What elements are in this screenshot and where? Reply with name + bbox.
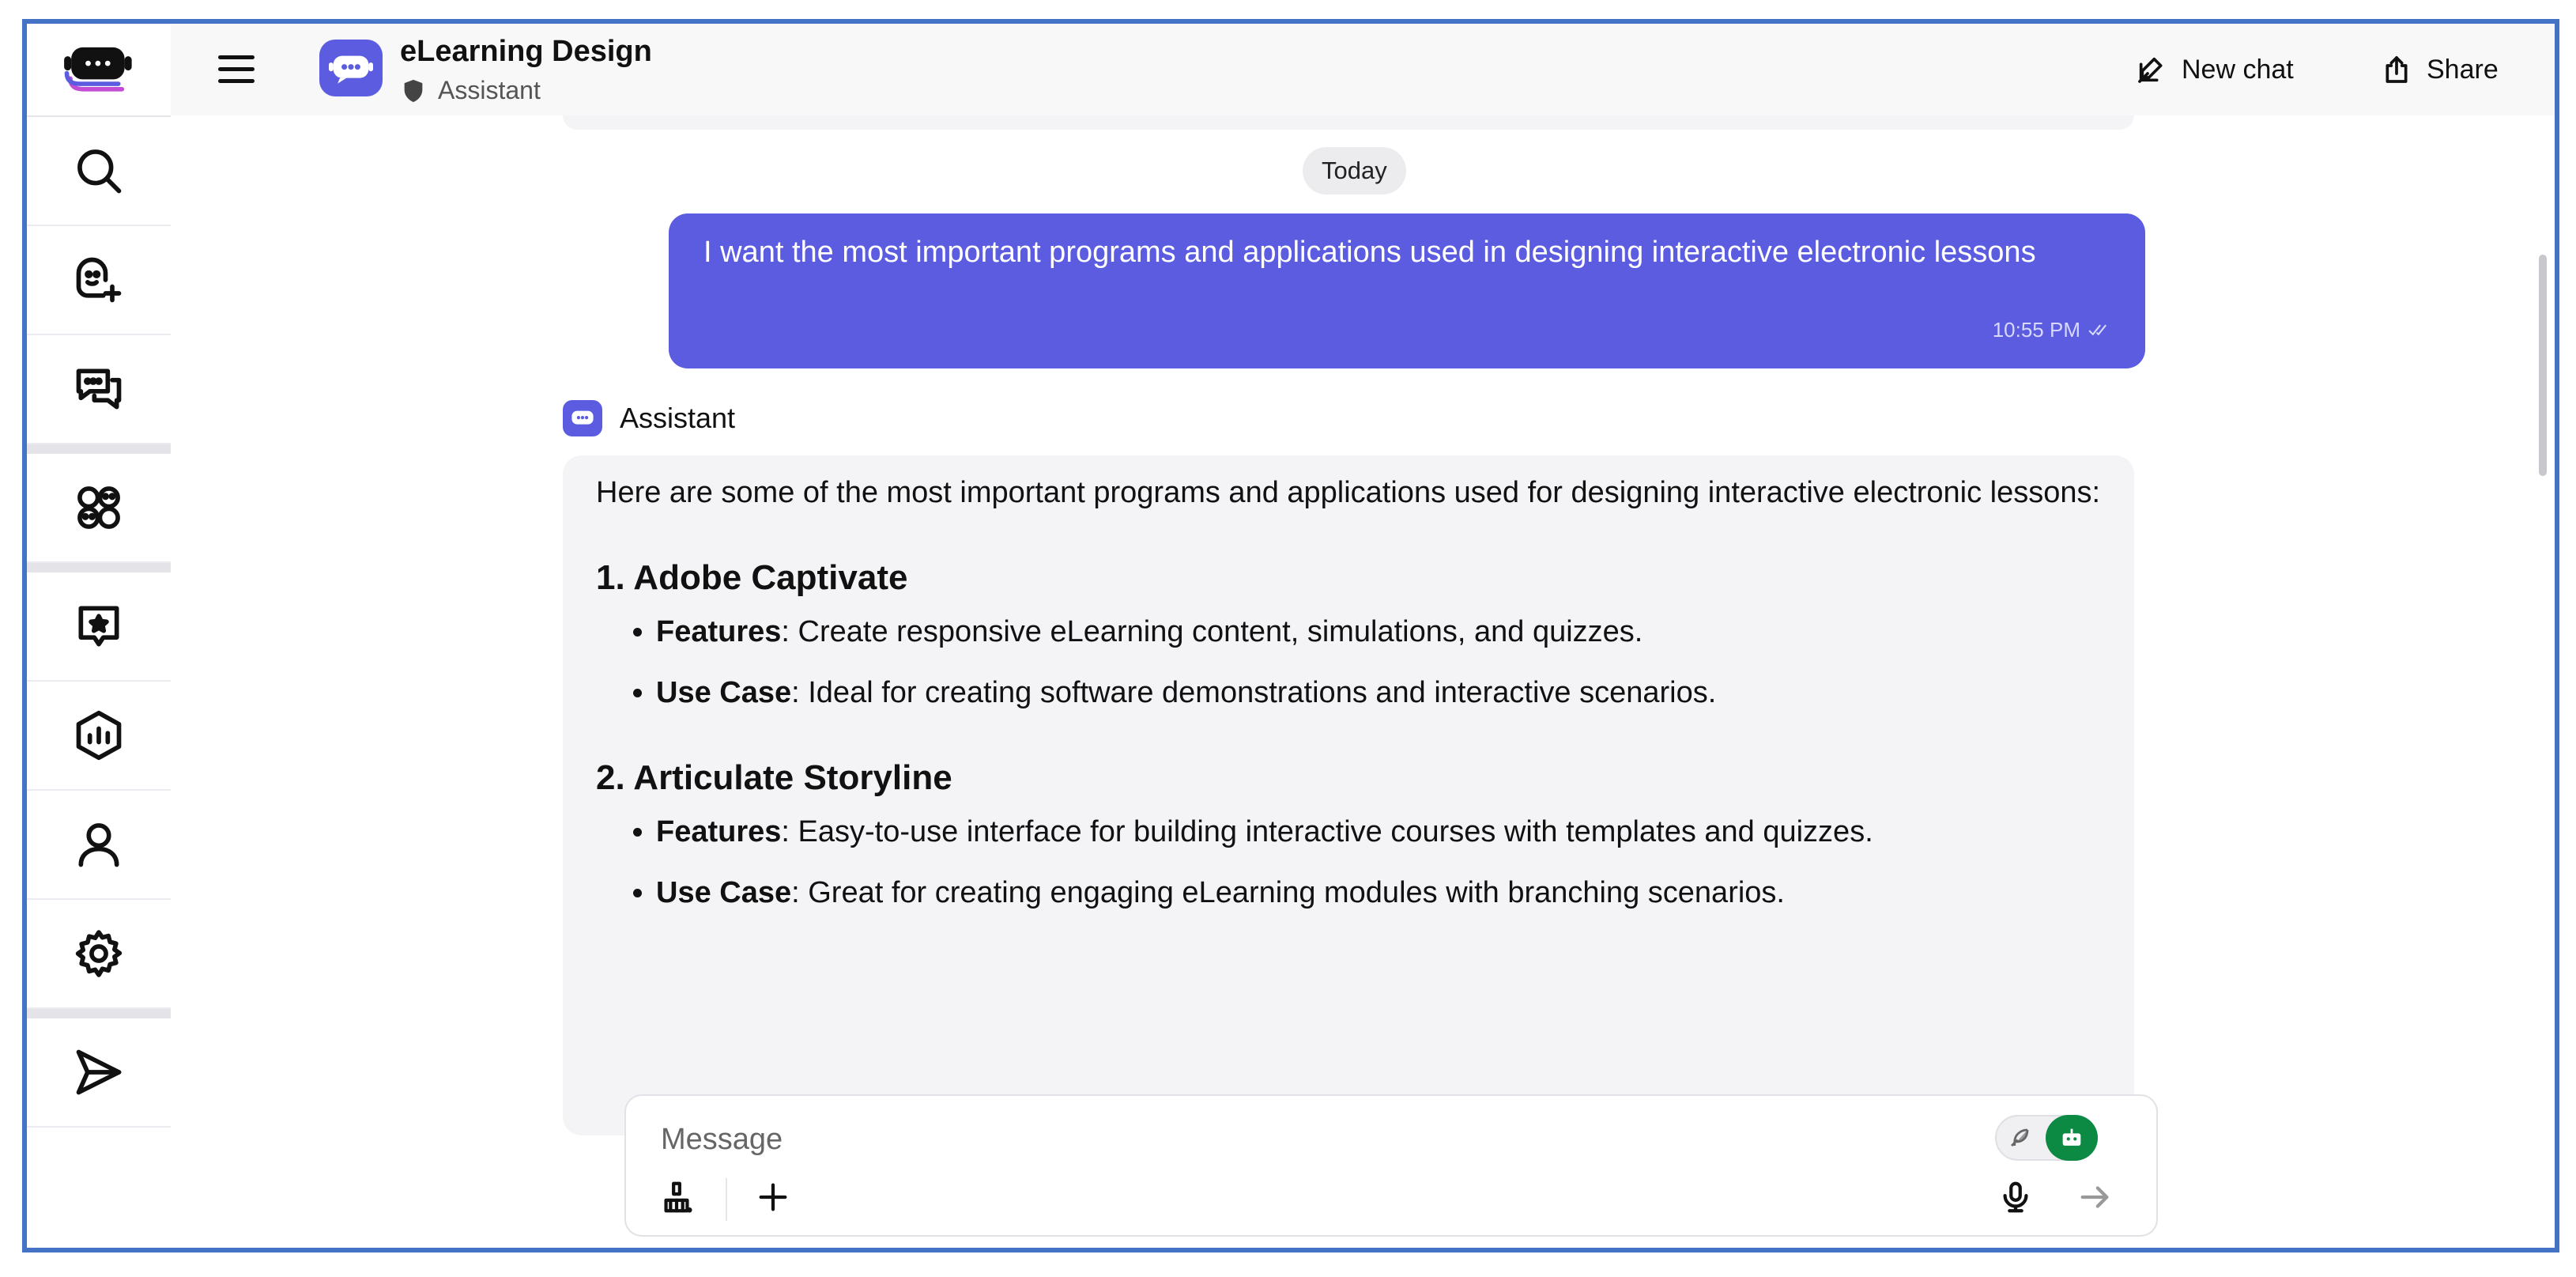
chat-title: eLearning Design bbox=[400, 35, 652, 68]
chat-scroll-area[interactable] bbox=[171, 115, 2555, 1248]
person-icon bbox=[72, 818, 126, 871]
assistant-label bbox=[563, 400, 735, 436]
paper-plane-icon bbox=[72, 1045, 126, 1099]
message-composer bbox=[624, 1094, 2158, 1237]
assistant-add-icon bbox=[72, 253, 126, 307]
broom-icon bbox=[658, 1179, 695, 1215]
composer-divider bbox=[726, 1178, 727, 1221]
apps-icon bbox=[72, 481, 126, 535]
bullet-text: : Create responsive eLearning content, simulations, and quizzes. bbox=[781, 615, 1643, 648]
assistant-avatar[interactable] bbox=[319, 40, 383, 96]
double-check-icon bbox=[2088, 322, 2110, 338]
shield-icon bbox=[400, 77, 427, 104]
assistant-mini-avatar bbox=[563, 400, 602, 436]
chat-subtitle bbox=[400, 76, 541, 105]
bullet-list bbox=[596, 609, 2101, 716]
subtitle-label: Assistant bbox=[438, 76, 541, 104]
gear-icon bbox=[72, 927, 126, 980]
date-divider: Today bbox=[1303, 147, 1406, 195]
rail-separator bbox=[27, 444, 171, 454]
search-icon bbox=[72, 144, 126, 198]
star-message-icon bbox=[72, 599, 126, 653]
bullet-text: : Great for creating engaging eLearning modules with branching scenarios. bbox=[791, 876, 1785, 909]
share-label: Share bbox=[2427, 54, 2499, 85]
rail-profile[interactable] bbox=[27, 791, 171, 900]
list-item bbox=[656, 609, 2101, 655]
app-window bbox=[22, 19, 2559, 1252]
chats-icon bbox=[72, 362, 126, 416]
list-item bbox=[656, 670, 2101, 716]
chat-header bbox=[171, 24, 2555, 117]
message-input[interactable] bbox=[659, 1113, 1943, 1166]
assistant-intro: Here are some of the most important programs and applications used for designing interactive electronic lessons: bbox=[596, 476, 2101, 509]
assistant-name: Assistant bbox=[620, 402, 736, 434]
bullet-label: Features bbox=[656, 815, 782, 848]
send-button[interactable] bbox=[2072, 1175, 2117, 1219]
toggle-option-feather[interactable] bbox=[2001, 1120, 2038, 1156]
left-rail bbox=[27, 24, 172, 1248]
user-message[interactable] bbox=[669, 213, 2145, 368]
attach-button[interactable] bbox=[751, 1175, 795, 1219]
list-item bbox=[656, 870, 2101, 916]
robot-icon bbox=[2058, 1124, 2085, 1151]
share-button[interactable] bbox=[2381, 46, 2499, 93]
bullet-label: Use Case bbox=[656, 876, 792, 909]
rail-apps[interactable] bbox=[27, 454, 171, 563]
rail-favorites[interactable] bbox=[27, 572, 171, 682]
rail-settings[interactable] bbox=[27, 900, 171, 1009]
section-heading: 2. Articulate Storyline bbox=[596, 758, 952, 797]
bullet-list bbox=[596, 809, 2101, 916]
clear-button[interactable] bbox=[654, 1175, 699, 1219]
microphone-icon bbox=[1997, 1179, 2034, 1215]
hamburger-line bbox=[218, 55, 255, 59]
toggle-option-bot[interactable] bbox=[2046, 1115, 2098, 1161]
menu-button[interactable] bbox=[215, 47, 259, 92]
bot-icon bbox=[569, 408, 596, 429]
rail-send[interactable] bbox=[27, 1018, 171, 1128]
share-icon bbox=[2381, 54, 2412, 85]
section-heading: 1. Adobe Captivate bbox=[596, 558, 908, 597]
app-logo[interactable] bbox=[27, 24, 171, 117]
assistant-message[interactable] bbox=[563, 455, 2134, 1135]
previous-message-card bbox=[563, 115, 2134, 130]
user-message-text: I want the most important programs and applications used in designing interactive electronic lessons bbox=[703, 236, 2036, 269]
feather-icon bbox=[2008, 1126, 2031, 1150]
list-item bbox=[656, 809, 2101, 855]
new-chat-button[interactable] bbox=[2136, 46, 2294, 93]
hamburger-line bbox=[218, 79, 255, 83]
app-logo-icon bbox=[63, 43, 134, 96]
bullet-text: : Easy-to-use interface for building interactive courses with templates and quizzes. bbox=[781, 815, 1873, 848]
new-chat-label: New chat bbox=[2182, 54, 2294, 85]
hamburger-line bbox=[218, 67, 255, 71]
bot-icon bbox=[329, 51, 373, 85]
bullet-text: : Ideal for creating software demonstrations and interactive scenarios. bbox=[791, 676, 1717, 709]
rail-separator bbox=[27, 563, 171, 572]
rail-separator bbox=[27, 1009, 171, 1018]
rail-chats[interactable] bbox=[27, 335, 171, 444]
voice-button[interactable] bbox=[1993, 1175, 2038, 1219]
insights-icon bbox=[72, 708, 126, 762]
message-timestamp bbox=[1993, 307, 2110, 353]
message-time: 10:55 PM bbox=[1992, 318, 2080, 342]
scrollbar-thumb[interactable] bbox=[2539, 255, 2547, 476]
rail-insights[interactable] bbox=[27, 682, 171, 791]
edit-icon bbox=[2136, 54, 2167, 85]
plus-icon bbox=[755, 1179, 791, 1215]
bullet-label: Features bbox=[656, 615, 782, 648]
bullet-label: Use Case bbox=[656, 676, 792, 709]
rail-search[interactable] bbox=[27, 117, 171, 226]
mode-toggle[interactable] bbox=[1995, 1115, 2098, 1161]
arrow-right-icon bbox=[2076, 1179, 2113, 1215]
rail-new-assistant[interactable] bbox=[27, 226, 171, 335]
